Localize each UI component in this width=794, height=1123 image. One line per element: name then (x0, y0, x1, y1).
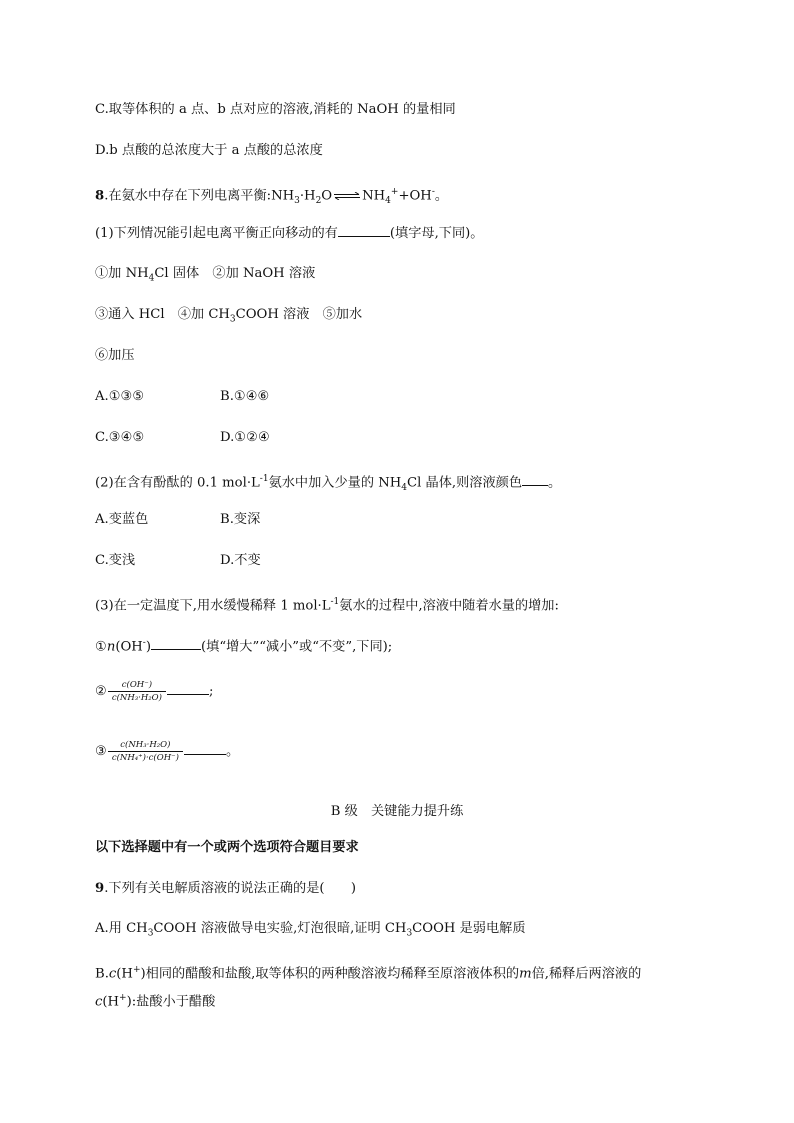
conditions-row-2 (95, 306, 362, 329)
answer-a[interactable]: A.①③⑤ (95, 389, 145, 404)
p1-text: (1)下列情况能引起电离平衡正向移动的有 (95, 226, 338, 241)
answer-b[interactable]: B.①④⑥ (220, 389, 270, 404)
q9-b1: B. (95, 966, 109, 982)
fraction (108, 680, 166, 703)
s1-b: (OH (115, 639, 143, 655)
part-2-row-1 (95, 511, 395, 529)
equilibrium-arrow-icon (333, 192, 361, 200)
conditions-row-1 (95, 265, 315, 288)
cond-1: ①加 NH (95, 266, 149, 281)
p2-answer-b[interactable]: B.变深 (220, 512, 261, 527)
option-d-text: D.b 点酸的总浓度大于 a 点酸的总浓度 (95, 143, 323, 158)
q9-b5: (H (102, 994, 120, 1010)
question-number: 8 (95, 188, 105, 204)
answer-row-1 (95, 388, 395, 406)
answer-blank[interactable] (151, 637, 201, 650)
q8-o: O (321, 188, 333, 204)
sup: - (142, 638, 146, 648)
q9-b3: )相同的醋酸和盐酸,取等体积的两种酸溶液均稀释至原溶液体积的 (140, 966, 520, 982)
s2-mark: ② (95, 684, 107, 699)
p2-answer-c[interactable]: C.变浅 (95, 553, 136, 568)
part-2-row-2 (95, 552, 395, 570)
q9-a3: COOH 是弱电解质 (412, 921, 526, 936)
q9-text: .下列有关电解质溶液的说法正确的是( ) (104, 881, 357, 896)
sub: 4 (385, 196, 391, 207)
p1-tail: (填字母,下同)。 (389, 226, 484, 241)
answer-row-2 (95, 429, 395, 447)
answer-blank[interactable] (167, 682, 209, 695)
s1-c: ) (145, 639, 151, 655)
s1-mark: ① (95, 639, 107, 655)
fraction-denominator: c(NH₄⁺)·c(OH⁻) (111, 753, 179, 763)
q9-option-b-cont (95, 989, 215, 1011)
part-1-stem (95, 224, 483, 243)
answer-c[interactable]: C.③④⑤ (95, 430, 145, 445)
sup: + (132, 965, 141, 975)
answer-blank[interactable] (522, 473, 548, 486)
sub-question-2 (95, 680, 213, 703)
question-9-stem (95, 880, 356, 898)
sub-question-1 (95, 634, 392, 656)
fraction-denominator: c(NH₃·H₂O) (111, 693, 162, 703)
cond-4-5: COOH 溶液 ⑤加水 (235, 307, 363, 322)
option-c-text: C.取等体积的 a 点、b 点对应的溶液,消耗的 NaOH 的量相同 (95, 102, 456, 117)
sub: 3 (294, 196, 300, 207)
cond-2: Cl 固体 ②加 NaOH 溶液 (154, 266, 316, 281)
part-3-stem (95, 593, 559, 615)
s1-n: n (106, 639, 116, 655)
q8-text: .在氨水中存在下列电离平衡:NH (104, 188, 295, 204)
fraction-numerator: c(OH⁻) (108, 680, 166, 692)
sub: 3 (406, 928, 413, 939)
question-number: 9 (95, 881, 105, 896)
q9-a2: COOH 溶液做导电实验,灯泡很暗,证明 CH (153, 921, 407, 936)
fraction-numerator: c(NH₃·H₂O) (108, 740, 183, 752)
conditions-row-3: ⑥加压 (95, 348, 135, 363)
sub-question-3 (95, 740, 239, 763)
cond-3-4: ③通入 HCl ④加 CH (95, 307, 230, 322)
sub: 3 (229, 314, 236, 325)
q9-a1: A.用 CH (95, 921, 148, 936)
sub: 2 (315, 196, 322, 207)
sup: + (119, 993, 127, 1003)
q8-nh4: NH (362, 188, 386, 204)
p2-c: Cl 晶体,则溶液颜色 (407, 475, 523, 491)
q9-b4: 倍,稀释后两溶液的 (531, 966, 642, 982)
q8-h2o: ·H (299, 188, 316, 204)
p2-end: 。 (548, 475, 562, 491)
sup: - (431, 187, 435, 197)
q9-option-b[interactable] (95, 961, 641, 983)
q9-option-a[interactable] (95, 920, 526, 943)
q8-end: 。 (434, 188, 449, 204)
s3-end: 。 (225, 744, 240, 759)
sub: 4 (148, 273, 155, 284)
q9-b-c: c (108, 966, 117, 982)
q9-b6: ):盐酸小于醋酸 (126, 994, 216, 1010)
sup: + (390, 187, 399, 197)
sup: -1 (259, 474, 269, 484)
q9-b2: (H (116, 966, 133, 982)
instruction: 以下选择题中有一个或两个选项符合题目要求 (95, 840, 359, 855)
s1-tail: (填“增大”“减小”或“不变”,下同); (201, 639, 393, 655)
q9-b-m: m (519, 966, 532, 982)
section-heading: B 级 关键能力提升练 (330, 804, 464, 819)
q8-oh: +OH (398, 188, 432, 204)
p2-answer-a[interactable]: A.变蓝色 (95, 512, 149, 527)
p2-answer-d[interactable]: D.不变 (220, 553, 261, 568)
part-2-stem (95, 470, 561, 497)
p3-b: 氨水的过程中,溶液中随着水量的增加: (339, 598, 559, 614)
p3-a: (3)在一定温度下,用水缓慢稀释 1 mol·L (95, 598, 331, 614)
q9-b-c2: c (95, 994, 103, 1010)
answer-d[interactable]: D.①②④ (220, 430, 270, 445)
p2-b: 氨水中加入少量的 NH (268, 475, 402, 491)
s2-end: ; (208, 684, 214, 699)
sub: 3 (147, 928, 154, 939)
p2-a: (2)在含有酚酞的 0.1 mol·L (95, 475, 260, 491)
fraction (108, 740, 183, 763)
sub: 4 (401, 483, 408, 494)
sup: -1 (330, 597, 340, 607)
answer-blank[interactable] (184, 742, 226, 755)
question-8-stem (95, 183, 448, 210)
answer-blank[interactable] (338, 224, 390, 237)
s3-mark: ③ (95, 744, 107, 759)
